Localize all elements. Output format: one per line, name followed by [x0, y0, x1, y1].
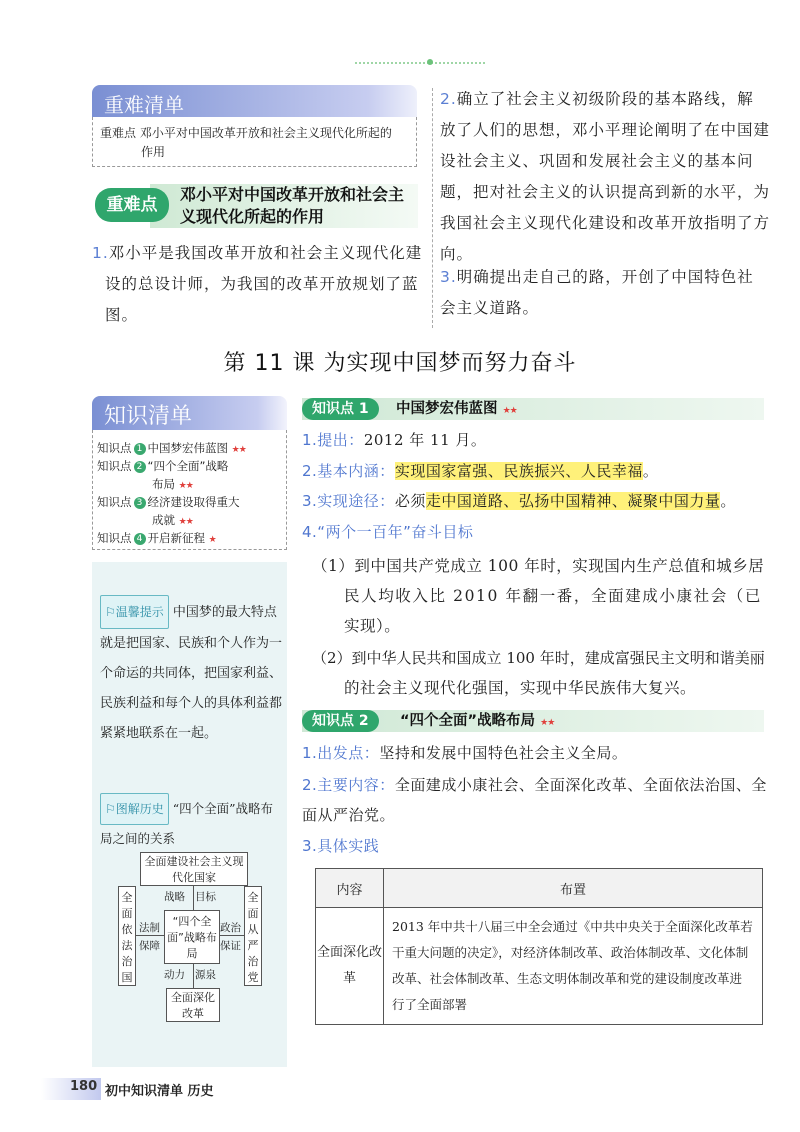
kp1-title-text: 中国梦宏伟蓝图: [396, 401, 498, 417]
lightbulb-icon: ⚐: [105, 605, 116, 619]
difficult-list-line: 重难点 邓小平对中国改革开放和社会主义现代化所起的: [100, 126, 392, 140]
diagram-top-box: 全面建设社会主义现代化国家: [140, 852, 248, 886]
item-prefix: 知识点: [97, 495, 132, 509]
kp1-line-2: [302, 459, 658, 483]
diagram-label: 动力: [164, 969, 185, 981]
knowledge-list-item: [97, 494, 240, 510]
kp1-sub-2: （2）到中华人民共和国成立 100 年时，建成富强民主文明和谐美丽: [312, 649, 765, 667]
item-number: 4: [134, 533, 146, 545]
diagram-connector: [220, 935, 244, 936]
diagram-connector: [193, 886, 194, 910]
diagram-right-box: 全面从严治党: [244, 886, 262, 986]
paragraph-text: 确立了社会主义初级阶段的基本路线，解放了人们的思想，邓小平理论阐明了在中国建设社会主义、巩固和发展社会主义的基本问题，把对社会主义的认识提高到新的水平，为我国社会主义现代化建设和改革开放指明了方向。: [440, 90, 771, 263]
item-text: 经济建设取得重大: [147, 495, 240, 509]
item-prefix: 知识点: [97, 459, 132, 473]
star-icon: ★★: [178, 481, 193, 491]
diagram-label: 政治: [220, 922, 241, 934]
table-header: 内容: [316, 869, 384, 908]
kp1-sub-2: 的社会主义现代化强国，实现中华民族伟大复兴。: [344, 679, 697, 697]
tip-tag-label: 温馨提示: [115, 605, 164, 619]
diagram-center-box: “四个全面”战略布局: [164, 910, 220, 964]
column-divider: [432, 88, 433, 328]
tip-block: [100, 595, 285, 749]
kp1-line-3: [302, 489, 736, 513]
paragraph-1: [92, 238, 435, 331]
kp2-title: [400, 710, 554, 734]
chart-icon: ⚐: [105, 802, 116, 816]
kp2-line-2-cont: 面从严治党。: [302, 806, 396, 824]
star-icon: ★★: [540, 718, 555, 728]
book-title: 初中知识清单 历史: [105, 1084, 214, 1099]
diagram-tag: [100, 793, 169, 825]
line-text: 坚持和发展中国特色社会主义全局。: [379, 744, 628, 762]
paragraph-2: [440, 84, 770, 270]
table-header-row: [316, 869, 763, 908]
kp2-line-3: 3.具体实践: [302, 837, 380, 855]
star-icon: ★★: [502, 406, 517, 416]
item-text: 成就: [152, 513, 175, 527]
star-icon: ★: [208, 535, 216, 545]
kp1-title: [396, 398, 517, 422]
diagram-bottom-box: 全面深化改革: [166, 988, 220, 1022]
line-label: 2.主要内容：: [302, 776, 395, 794]
diagram-connector: [136, 935, 164, 936]
line-text: 必须: [394, 492, 426, 510]
kp1-tag: 知识点 1: [302, 398, 379, 420]
knowledge-list-item: [97, 530, 216, 548]
star-icon: ★★: [231, 445, 246, 455]
difficult-list-line: 作用: [141, 145, 166, 159]
kp2-line-1: [302, 741, 627, 765]
line-label: 1.提出：: [302, 431, 364, 449]
line-text: 。: [642, 462, 659, 480]
item-number: 3: [134, 497, 146, 509]
highlighted-text: 实现国家富强、民族振兴、人民幸福: [394, 462, 643, 480]
line-text: 。: [720, 492, 736, 510]
diagram-left-box: 全面依法治国: [118, 886, 136, 986]
knowledge-list-item: [97, 440, 246, 458]
kp1-sub-1: 民人均收入比 2010 年翻一番，全面建成小康社会（已: [344, 587, 763, 605]
item-prefix: 知识点: [97, 441, 132, 455]
item-number: 1: [134, 443, 146, 455]
kp1-line-4: 4.“两个一百年”奋斗目标: [302, 523, 474, 541]
star-icon: ★★: [178, 517, 193, 527]
diagram-label: 战略: [164, 891, 185, 903]
paragraph-text: 明确提出走自己的路，开创了中国特色社会主义道路。: [440, 268, 754, 317]
table-header: 布置: [384, 869, 763, 908]
highlighted-text: 走中国道路、弘扬中国精神、凝聚中国力量: [425, 492, 721, 510]
tip-text: 中国梦的最大特点就是把国家、民族和个人作为一个命运的共同体，把国家利益、民族利益和每个人的具体利益都紧紧地联系在一起。: [100, 605, 283, 741]
diagram-tag-label: 图解历史: [115, 802, 164, 816]
line-text: 2012 年 11 月。: [363, 431, 487, 449]
top-decoration: [355, 62, 485, 64]
item-number: 2: [134, 461, 146, 473]
difficult-list-banner: 重难清单: [92, 85, 417, 117]
item-text: 布局: [152, 477, 175, 491]
item-text: 中国梦宏伟蓝图: [147, 441, 228, 455]
kp2-title-text: “四个全面”战略布局: [400, 713, 536, 729]
knowledge-list-banner: 知识清单: [92, 396, 287, 430]
table-cell: 2013 年中共十八届三中全会通过《中共中央关于全面深化改革若干重大问题的决定》，对经济体制改革、政治体制改革、文化体制改革、社会体制改革、生态文明体制改革和党的建设制度改革进行了全面部署: [384, 908, 763, 1025]
kp1-sub-1: （1）到中国共产党成立 100 年时，实现国内生产总值和城乡居: [312, 557, 765, 575]
item-text: 开启新征程: [147, 531, 205, 545]
diagram-label: 源泉: [195, 969, 216, 981]
paragraph-text: 邓小平是我国改革开放和社会主义现代化建设的总设计师，为我国的改革开放规划了蓝图。: [105, 244, 423, 324]
difficult-title: 邓小平对中国改革开放和社会主义现代化所起的作用: [180, 185, 405, 226]
diagram-connector: [193, 964, 194, 988]
diagram-label: 目标: [195, 891, 216, 903]
practice-table: [315, 868, 763, 1025]
paragraph-number: 1.: [92, 244, 109, 262]
difficult-tag: 重难点: [95, 188, 169, 222]
paragraph-3: [440, 262, 770, 324]
paragraph-number: 3.: [440, 268, 457, 286]
knowledge-list-item-cont: [152, 476, 193, 494]
paragraph-number: 2.: [440, 90, 457, 108]
kp1-line-1: [302, 428, 486, 452]
line-label: 3.实现途径：: [302, 492, 395, 510]
page-number: 180: [70, 1079, 98, 1094]
diagram-label: 保障: [139, 940, 160, 952]
kp2-line-2: [302, 773, 767, 797]
kp2-tag: 知识点 2: [302, 710, 379, 732]
diagram-label: 法制: [139, 922, 160, 934]
line-label: 1.出发点：: [302, 744, 380, 762]
top-decoration-dot: [427, 59, 433, 65]
knowledge-list-item: [97, 458, 228, 474]
lesson-title: 第 11 课 为实现中国梦而努力奋斗: [223, 351, 577, 376]
line-text: 全面建成小康社会、全面深化改革、全面依法治国、全: [394, 776, 767, 794]
item-text: “四个全面”战略: [147, 459, 229, 473]
kp1-sub-1: 实现）。: [344, 617, 401, 635]
table-cell: 全面深化改革: [316, 908, 384, 1025]
diagram-caption: “四个全面”战略布局之间的关系: [100, 801, 274, 846]
item-prefix: 知识点: [97, 531, 132, 545]
knowledge-list-item-cont: [152, 512, 193, 530]
diagram-label: 保证: [220, 940, 241, 952]
tip-tag: [100, 595, 169, 629]
table-row: [316, 908, 763, 1025]
line-label: 2.基本内涵：: [302, 462, 395, 480]
diagram-caption-block: [100, 793, 285, 853]
